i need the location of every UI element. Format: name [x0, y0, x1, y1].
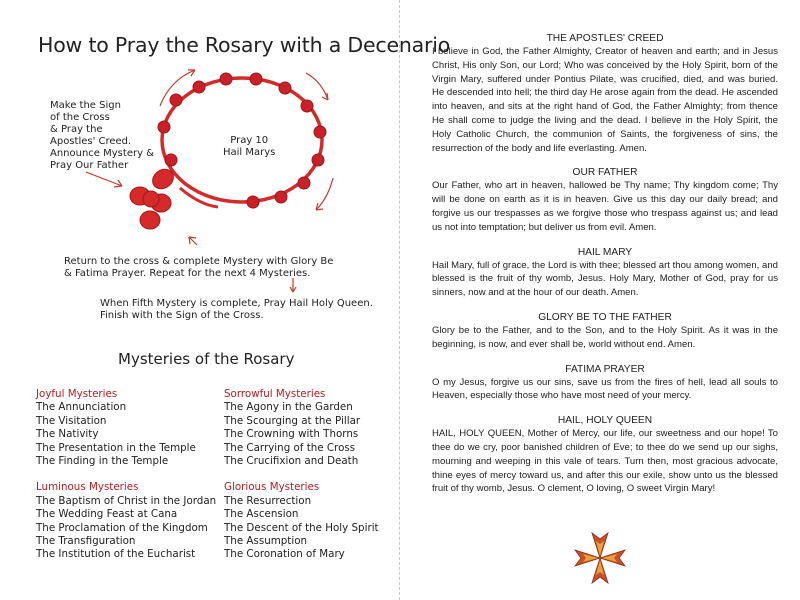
knot-bead — [193, 81, 205, 93]
knot-bead — [165, 154, 177, 166]
mystery-item: The Transfiguration — [36, 535, 136, 548]
prayer-hail-holy-queen — [432, 414, 778, 496]
start-instructions: Make the Sign of the Cross & Pray the Apostles' Creed. Announce Mystery & Pray Our Father — [50, 100, 154, 171]
mystery-item: The Crowning with Thorns — [224, 428, 359, 441]
prayer-text: Glory be to the Father, and to the Son, and to the Holy Spirit. As it was in the beginning, is now, and ever shall be, world without end. Amen. — [432, 324, 778, 350]
knot-bead — [298, 177, 310, 189]
pray-ten-note: Pray 10 Hail Marys — [223, 135, 276, 158]
mystery-item: The Ascension — [224, 508, 299, 521]
knot-bead — [158, 121, 170, 133]
prayer-our-father — [432, 166, 778, 234]
maltese-cross-icon — [572, 530, 628, 586]
luminous-mysteries — [36, 481, 216, 561]
mystery-item: The Coronation of Mary — [224, 548, 345, 561]
knot-bead — [314, 126, 326, 138]
mystery-heading: Joyful Mysteries — [36, 388, 118, 400]
mystery-item: The Scourging at the Pillar — [224, 414, 361, 427]
mystery-item: The Visitation — [36, 414, 107, 427]
prayer-text: O my Jesus, forgive us our sins, save us from the fires of hell, lead all souls to Heaven, especially those who have most need of your mercy. — [432, 376, 778, 402]
mystery-item: The Agony in the Garden — [224, 401, 353, 414]
knot-bead — [220, 73, 232, 85]
final-instructions: When Fifth Mystery is complete, Pray Hail Holy Queen. Finish with the Sign of the Cross. — [100, 298, 373, 321]
prayer-glory-be — [432, 311, 778, 352]
mystery-item: The Proclamation of the Kingdom — [36, 521, 208, 534]
mystery-item: The Assumption — [224, 535, 308, 548]
mystery-heading: Sorrowful Mysteries — [224, 388, 326, 400]
mystery-item: The Nativity — [36, 428, 99, 441]
mystery-item: The Finding in the Temple — [36, 455, 169, 468]
mystery-item: The Annunciation — [36, 401, 127, 414]
return-instructions: Return to the cross & complete Mystery with Glory Be & Fatima Prayer. Repeat for the next 4 Mysteries. — [64, 256, 334, 279]
prayer-text: Our Father, who art in heaven, hallowed be Thy name; Thy kingdom come; Thy will be done on earth as it is in heaven. Give us this day our daily bread; and forgive us our trespasses as we forgive those who trespass against us; and lead us not into temptation; but deliver us from evil. Amen. — [432, 180, 778, 233]
prayer-fatima — [432, 363, 778, 404]
page-title: How to Pray the Rosary with a Decenario — [38, 33, 451, 57]
mystery-heading: Glorious Mysteries — [224, 481, 320, 494]
mystery-item: The Wedding Feast at Cana — [36, 508, 178, 521]
prayer-hail-mary — [432, 246, 778, 300]
mysteries-column-left — [36, 388, 216, 575]
mysteries-title: Mysteries of the Rosary — [118, 350, 295, 368]
prayer-title: OUR FATHER — [572, 167, 638, 179]
knot-bead — [247, 196, 259, 208]
knot-bead — [301, 100, 313, 112]
prayer-text: I believe in God, the Father Almighty, Creator of heaven and earth; and in Jesus Christ, His only Son, our Lord; Who was conceived by the Holy Spirit, born of the Virgin Mary, suffered under Pontius Pilate, was crucified, died, and was buried. He descended into hell; the third day He arose again from the dead. He ascended into heaven, and sits at the right hand of God, the Father Almighty; from thence He shall come to judge the living and the dead. I believe in the Holy Spirit, the Holy Catholic Church, the communion of Saints, the forgiveness of sins, the resurrection of the body and life everlasting. Amen. — [432, 46, 778, 154]
knot-bead — [250, 73, 262, 85]
mystery-item: The Presentation in the Temple — [36, 441, 196, 454]
prayer-text: HAIL, HOLY QUEEN, Mother of Mercy, our life, our sweetness and our hope! To thee do we cry, poor banished children of Eve; to thee do we send up our sighs, mourning and weeping in this vale of tears. Turn then, most gracious advocate, thine eyes of mercy toward us, and after this our exile, show unto us the blessed fruit of thy womb, Jesus. O clement, O loving, O sweet Virgin Mary! — [432, 428, 778, 495]
mystery-item: The Institution of the Eucharist — [36, 548, 196, 561]
glorious-mysteries — [224, 481, 379, 561]
prayer-title: HAIL MARY — [577, 246, 633, 258]
prayer-apostles-creed — [432, 32, 778, 155]
mystery-item: The Carrying of the Cross — [224, 441, 356, 454]
knot-bead — [275, 191, 287, 203]
joyful-mysteries — [36, 388, 216, 468]
mysteries-column-right — [224, 388, 379, 575]
mystery-item: The Descent of the Holy Spirit — [224, 521, 379, 534]
sorrowful-mysteries — [224, 388, 379, 468]
prayer-title: FATIMA PRAYER — [565, 363, 645, 375]
mystery-item: The Resurrection — [224, 494, 312, 507]
knot-bead — [312, 154, 324, 166]
mystery-item: The Crucifixion and Death — [224, 455, 359, 468]
prayer-title: GLORY BE TO THE FATHER — [538, 311, 672, 323]
knot-bead — [279, 82, 291, 94]
prayer-text: Hail Mary, full of grace, the Lord is with thee; blessed art thou among women, and blessed is the fruit of thy womb, Jesus. Holy Mary, Mother of God, pray for us sinners, now and at the hour of our death. Amen. — [432, 259, 778, 299]
prayers-section — [432, 32, 778, 507]
prayer-title: HAIL, HOLY QUEEN — [557, 415, 653, 427]
prayer-title: THE APOSTLES' CREED — [546, 33, 664, 44]
knot-bead — [170, 94, 182, 106]
mystery-heading: Luminous Mysteries — [36, 481, 139, 494]
mystery-item: The Baptism of Christ in the Jordan — [36, 494, 217, 507]
